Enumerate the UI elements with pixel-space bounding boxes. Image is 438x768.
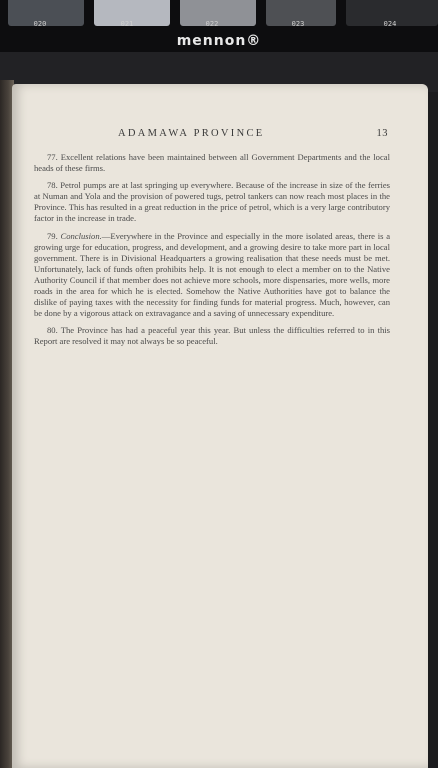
patch-label: 020 [33,20,47,28]
document-page [12,84,428,768]
paragraph-number: 79. [47,230,61,241]
color-calibration-bar [0,0,438,52]
running-head-title: ADAMAWA PROVINCE [118,128,265,139]
page-number: 13 [376,128,388,139]
body-text [34,152,390,354]
patch-label: 021 [120,20,134,28]
paragraph-80: 80. The Province has had a peaceful year this year. But unless the difficulties referred to in this Report are resolved it may not always be so peaceful. [34,325,390,347]
section-heading: Conclusion. [60,230,102,241]
brand-logo: mennon® [176,33,262,49]
patch-label: 022 [205,20,219,28]
paragraph-body: —Everywhere in the Province and especially in the more isolated areas, there is a growing urge for education, progress, and development, and a growing desire to take more part in local government. There is in Divisional Headquarters a growing realisation that these needs must be met. Unfortunately, lack of funds often prohibits help. It is not enough to elect a member on to the Native Authority Council if that member does not achieve more schools, more dispensaries, more wells, more roads in the area for which he is elected. Somehow the Native Authorities have got to balance the dislike of paying taxes with the necessity for finding funds for material progress. Much, however, can be done by a vigorous attack on extravagance and a saving of unnecessary expenditure. [34,230,391,319]
paragraph-77: 77. Excellent relations have been maintained between all Government Departments and the local heads of these firms. [34,152,390,174]
paragraph-78: 78. Petrol pumps are at last springing up everywhere. Because of the increase in size of the ferries at Numan and Yola and the provision of powered tugs, petrol tankers can now reach most places in the Province. This has resulted in a great reduction in the price of petrol, which is a very large contributory factor in the increase in trade. [34,180,390,224]
patch-label: 024 [383,20,397,28]
paragraph-79 [34,231,390,320]
patch-label: 023 [291,20,305,28]
